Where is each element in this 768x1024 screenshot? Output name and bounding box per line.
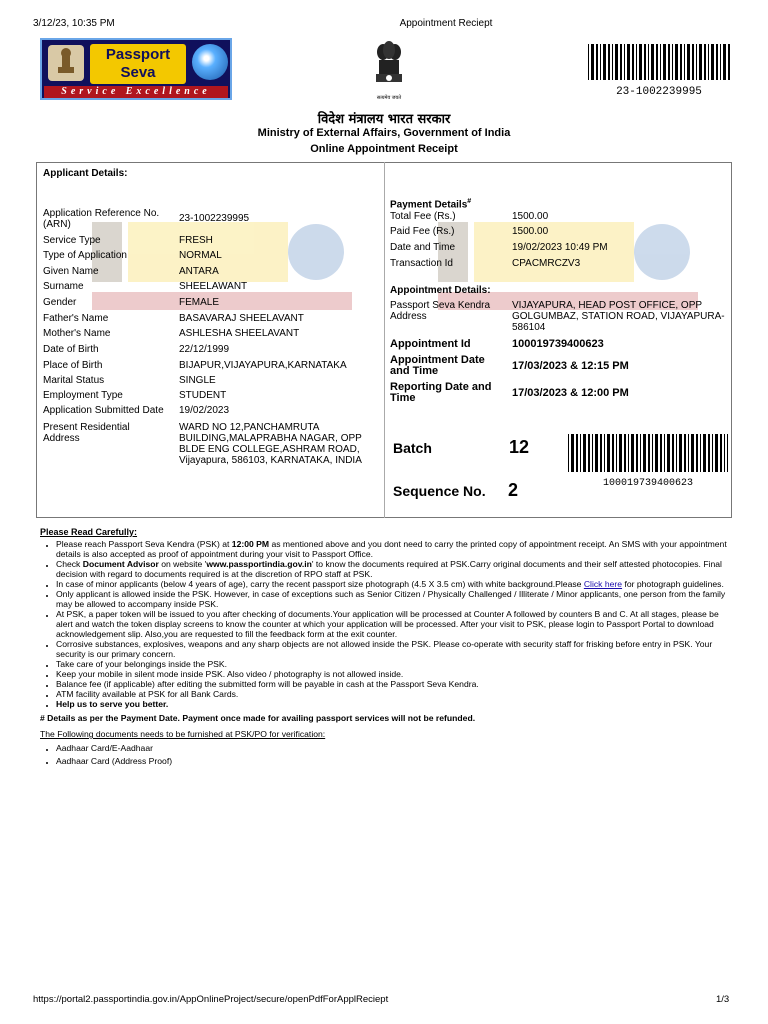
label-application-type: Type of Application bbox=[43, 250, 127, 261]
barcode-bar bbox=[656, 44, 658, 80]
barcode-bar bbox=[624, 434, 626, 472]
payment-note: # Details as per the Payment Date. Payment once made for availing passport services will not be refunded. bbox=[40, 713, 476, 723]
label-service-type: Service Type bbox=[43, 235, 101, 246]
emblem-caption: सत्यमेव जयते bbox=[376, 95, 402, 101]
barcode-bar bbox=[595, 434, 598, 472]
value-batch: 12 bbox=[509, 437, 530, 457]
label-mother-name: Mother's Name bbox=[43, 328, 111, 339]
instructions-list bbox=[40, 539, 730, 709]
barcode-bar bbox=[607, 434, 610, 472]
website-link: www.passportindia.gov.in bbox=[206, 559, 312, 569]
label-employment-type: Employment Type bbox=[43, 390, 123, 401]
value-gender: FEMALE bbox=[179, 297, 220, 308]
ashoka-emblem-icon bbox=[373, 40, 405, 101]
barcode-bar bbox=[627, 44, 630, 80]
instruction-text: on website ' bbox=[158, 559, 207, 569]
label-batch: Batch bbox=[393, 440, 432, 456]
value-mother-name: ASHLESHA SHEELAVANT bbox=[179, 328, 300, 339]
payment-section-title-text: Payment Details bbox=[390, 199, 468, 211]
document-item: • Aadhaar Card (Address Proof) bbox=[56, 756, 730, 766]
document-title: Online Appointment Receipt bbox=[310, 143, 458, 155]
appointment-barcode bbox=[568, 434, 728, 472]
column-divider bbox=[384, 162, 385, 518]
barcode-bar bbox=[620, 44, 622, 80]
barcode-bar bbox=[612, 434, 614, 472]
watermark-left bbox=[92, 222, 352, 310]
barcode-bar bbox=[588, 434, 590, 472]
barcode-bar bbox=[691, 434, 694, 472]
instructions-title: Please Read Carefully: bbox=[40, 527, 138, 537]
label-marital-status: Marital Status bbox=[43, 375, 105, 386]
barcode-bar bbox=[716, 44, 718, 80]
label-paid-fee: Paid Fee (Rs.) bbox=[390, 226, 455, 237]
applicant-section-title: Applicant Details: bbox=[43, 168, 128, 179]
barcode-bar bbox=[660, 434, 662, 472]
value-father-name: BASAVARAJ SHEELAVANT bbox=[179, 313, 304, 324]
label-address: Present Residential Address bbox=[43, 422, 130, 444]
barcode-bar bbox=[608, 44, 610, 80]
barcode-bar bbox=[679, 434, 682, 472]
instruction-document-advisor bbox=[56, 559, 730, 579]
barcode-bar bbox=[632, 44, 634, 80]
instructions-section bbox=[40, 527, 730, 766]
barcode-bar bbox=[680, 44, 682, 80]
barcode-bar bbox=[711, 44, 714, 80]
label-payment-datetime: Date and Time bbox=[390, 242, 456, 253]
barcode-bar bbox=[704, 44, 706, 80]
label-total-fee: Total Fee (Rs.) bbox=[390, 211, 456, 222]
barcode-bar bbox=[684, 434, 686, 472]
barcode-bar bbox=[696, 44, 697, 80]
arn-barcode-text: 23-1002239995 bbox=[616, 86, 702, 98]
value-reporting-datetime: 17/03/2023 & 12:00 PM bbox=[512, 387, 629, 399]
logo-title-line1: Passport bbox=[105, 46, 171, 63]
document-item: • Aadhaar Card/E-Aadhaar bbox=[56, 743, 730, 753]
logo-title bbox=[90, 44, 186, 84]
barcode-bar bbox=[596, 44, 598, 80]
value-employment-type: STUDENT bbox=[179, 390, 227, 401]
value-date-of-birth: 22/12/1999 bbox=[179, 344, 230, 355]
value-appointment-datetime: 17/03/2023 & 12:15 PM bbox=[512, 360, 629, 372]
barcode-bar bbox=[703, 434, 706, 472]
arn-barcode bbox=[588, 44, 730, 80]
instruction-token: • At PSK, a paper token will be issued to you after checking of documents.Your application will be processed at Counter A followed by counters B and C. At all stages, please be alert and watch the token display screens to know the counter at which your application will be processed. After your visit to PSK, please login to Passport Portal to download acknowledgement slip. Also,you are requested to fill the feedback form at the exit counter. bbox=[56, 609, 730, 639]
barcode-bar bbox=[699, 44, 702, 80]
barcode-bar bbox=[591, 44, 594, 80]
label-date-of-birth: Date of Birth bbox=[43, 344, 99, 355]
instruction-bold: 12:00 PM bbox=[231, 539, 270, 549]
barcode-bar bbox=[603, 44, 606, 80]
logo-tagline: Service Excellence bbox=[44, 86, 228, 98]
barcode-bar bbox=[639, 44, 642, 80]
documents-title: The Following documents needs to be furnished at PSK/PO for verification: bbox=[40, 729, 326, 739]
barcode-bar bbox=[728, 44, 730, 80]
barcode-bar bbox=[667, 434, 670, 472]
barcode-bar bbox=[648, 44, 649, 80]
barcode-bar bbox=[568, 434, 569, 472]
payment-section-title bbox=[390, 196, 471, 210]
print-page-title: Appointment Reciept bbox=[399, 18, 493, 29]
barcode-bar bbox=[692, 44, 694, 80]
instruction-reach-psk bbox=[56, 539, 730, 559]
instruction-security: • Corrosive substances, explosives, weapons and any sharp objects are not allowed inside the PSK. Please co-operate with security staff for frisking before entry in PSK. Your security is our primary concern. bbox=[56, 639, 730, 659]
barcode-bar bbox=[571, 434, 574, 472]
globe-icon bbox=[192, 44, 228, 80]
barcode-bar bbox=[644, 44, 646, 80]
barcode-bar bbox=[708, 44, 709, 80]
passport-seva-logo bbox=[40, 38, 232, 100]
barcode-bar bbox=[700, 434, 701, 472]
barcode-bar bbox=[712, 434, 713, 472]
payment-section-mark: # bbox=[467, 198, 472, 205]
barcode-bar bbox=[576, 434, 578, 472]
barcode-bar bbox=[588, 44, 589, 80]
barcode-bar bbox=[684, 44, 685, 80]
barcode-bar bbox=[640, 434, 641, 472]
value-paid-fee: 1500.00 bbox=[512, 226, 549, 237]
barcode-bar bbox=[660, 44, 661, 80]
barcode-bar bbox=[696, 434, 698, 472]
barcode-bar bbox=[628, 434, 629, 472]
barcode-bar bbox=[715, 434, 718, 472]
barcode-bar bbox=[720, 44, 721, 80]
value-marital-status: SINGLE bbox=[179, 375, 216, 386]
instruction-minor-photo bbox=[56, 579, 730, 589]
barcode-bar bbox=[636, 44, 637, 80]
instruction-text: for photograph guidelines. bbox=[622, 579, 724, 589]
national-emblem-icon bbox=[48, 45, 84, 81]
label-gender: Gender bbox=[43, 297, 77, 308]
logo-title-line2: Seva bbox=[120, 64, 156, 81]
label-sequence: Sequence No. bbox=[393, 483, 486, 499]
barcode-bar bbox=[668, 44, 670, 80]
label-surname: Surname bbox=[43, 281, 84, 292]
barcode-bar bbox=[619, 434, 622, 472]
appointment-section-title: Appointment Details: bbox=[390, 285, 491, 296]
instruction-only-applicant: • Only applicant is allowed inside the PSK. However, in case of exceptions such as Senior Citizen / Physically Challenged / Illiterate / Minor applicants, one person from the family may be allowed to accompany inside PSK. bbox=[56, 589, 730, 609]
barcode-bar bbox=[687, 44, 690, 80]
barcode-bar bbox=[583, 434, 586, 472]
instruction-help: • Help us to serve you better. bbox=[56, 699, 730, 709]
value-sequence: 2 bbox=[508, 480, 519, 500]
barcode-bar bbox=[615, 44, 618, 80]
barcode-bar bbox=[600, 434, 602, 472]
barcode-bar bbox=[723, 44, 726, 80]
barcode-bar bbox=[648, 434, 650, 472]
value-submitted-date: 19/02/2023 bbox=[179, 405, 230, 416]
barcode-bar bbox=[708, 434, 710, 472]
barcode-bar bbox=[672, 434, 674, 472]
value-appointment-id: 100019739400623 bbox=[512, 338, 604, 350]
value-service-type: FRESH bbox=[179, 235, 213, 246]
value-transaction-id: CPACMRCZV3 bbox=[512, 258, 581, 269]
barcode-bar bbox=[604, 434, 605, 472]
label-submitted-date: Application Submitted Date bbox=[43, 405, 164, 416]
barcode-bar bbox=[624, 44, 625, 80]
ministry-title: Ministry of External Affairs, Government of India bbox=[257, 127, 511, 139]
instruction-bold: Document Advisor bbox=[82, 559, 159, 569]
print-url: https://portal2.passportindia.gov.in/AppOnlineProject/secure/openPdfForApplReciept bbox=[33, 994, 389, 1005]
barcode-bar bbox=[600, 44, 601, 80]
label-transaction-id: Transaction Id bbox=[390, 258, 453, 269]
click-here-link[interactable]: Click here bbox=[583, 579, 623, 589]
documents-list bbox=[40, 743, 730, 766]
barcode-bar bbox=[675, 44, 678, 80]
barcode-bar bbox=[720, 434, 722, 472]
appointment-barcode-text: 100019739400623 bbox=[602, 478, 693, 489]
value-address: WARD NO 12,PANCHAMRUTA BUILDING,MALAPRABHA NAGAR, OPP BLDE ENG COLLEGE,ASHRAM ROAD, Vijayapura, 586103, KARNATAKA, INDIA bbox=[179, 422, 362, 466]
barcode-bar bbox=[616, 434, 617, 472]
label-reporting-datetime: Reporting Date and Time bbox=[390, 381, 492, 404]
label-appointment-datetime: Appointment Date and Time bbox=[390, 354, 485, 377]
barcode-bar bbox=[655, 434, 658, 472]
barcode-bar bbox=[672, 44, 673, 80]
barcode-bar bbox=[580, 434, 581, 472]
label-given-name: Given Name bbox=[43, 266, 99, 277]
barcode-bar bbox=[663, 44, 666, 80]
instruction-text: as mentioned above and you dont need to carry the printed copy of appointment receipt. An SMS with your appointment details is also accepted as proof of appointment during your visit to Passport Office. bbox=[56, 539, 727, 559]
instruction-mobile: • Keep your mobile in silent mode inside PSK. Also video / photography is not allowed inside. bbox=[56, 669, 730, 679]
value-surname: SHEELAWANT bbox=[179, 281, 248, 292]
hindi-ministry-title: विदेश मंत्रालय भारत सरकार bbox=[317, 112, 451, 127]
barcode-bar bbox=[652, 434, 653, 472]
value-application-type: NORMAL bbox=[179, 250, 222, 261]
barcode-bar bbox=[592, 434, 593, 472]
barcode-bar bbox=[727, 434, 728, 472]
instruction-text: In case of minor applicants (below 4 years of age), carry the recent passport size photograph (4.5 X 3.5 cm) with white background.Please bbox=[56, 579, 584, 589]
barcode-bar bbox=[612, 44, 613, 80]
barcode-bar bbox=[688, 434, 689, 472]
instruction-text: ' to know the documents required at PSK.Carry original documents and their self attested photocopies. Final decision with regard to documents required is at the discretion of RPO staff at PSK. bbox=[56, 559, 722, 579]
barcode-bar bbox=[651, 44, 654, 80]
label-place-of-birth: Place of Birth bbox=[43, 360, 103, 371]
print-datetime: 3/12/23, 10:35 PM bbox=[33, 18, 115, 29]
value-arn: 23-1002239995 bbox=[179, 213, 250, 224]
barcode-bar bbox=[636, 434, 638, 472]
barcode-bar bbox=[676, 434, 677, 472]
value-total-fee: 1500.00 bbox=[512, 211, 549, 222]
value-place-of-birth: BIJAPUR,VIJAYAPURA,KARNATAKA bbox=[179, 360, 347, 371]
barcode-bar bbox=[664, 434, 665, 472]
label-appointment-id: Appointment Id bbox=[390, 338, 471, 350]
instruction-atm: • ATM facility available at PSK for all Bank Cards. bbox=[56, 689, 730, 699]
label-father-name: Father's Name bbox=[43, 313, 109, 324]
instruction-belongings: • Take care of your belongings inside the PSK. bbox=[56, 659, 730, 669]
label-psk-address: Passport Seva Kendra Address bbox=[390, 300, 491, 322]
instruction-text: Check bbox=[56, 559, 83, 569]
value-given-name: ANTARA bbox=[179, 266, 219, 277]
value-psk-address: VIJAYAPURA, HEAD POST OFFICE, OPP GOLGUMBAZ, STATION ROAD, VIJAYAPURA- 586104 bbox=[512, 300, 725, 333]
barcode-bar bbox=[631, 434, 634, 472]
instruction-balance-fee: • Balance fee (if applicable) after editing the submitted form will be payable in cash at the Passport Seva Kendra. bbox=[56, 679, 730, 689]
label-arn: Application Reference No. (ARN) bbox=[43, 208, 160, 230]
print-page-count: 1/3 bbox=[716, 994, 730, 1005]
instruction-text: Please reach Passport Seva Kendra (PSK) at bbox=[56, 539, 232, 549]
barcode-bar bbox=[724, 434, 725, 472]
barcode-bar bbox=[643, 434, 646, 472]
value-payment-datetime: 19/02/2023 10:49 PM bbox=[512, 242, 608, 253]
